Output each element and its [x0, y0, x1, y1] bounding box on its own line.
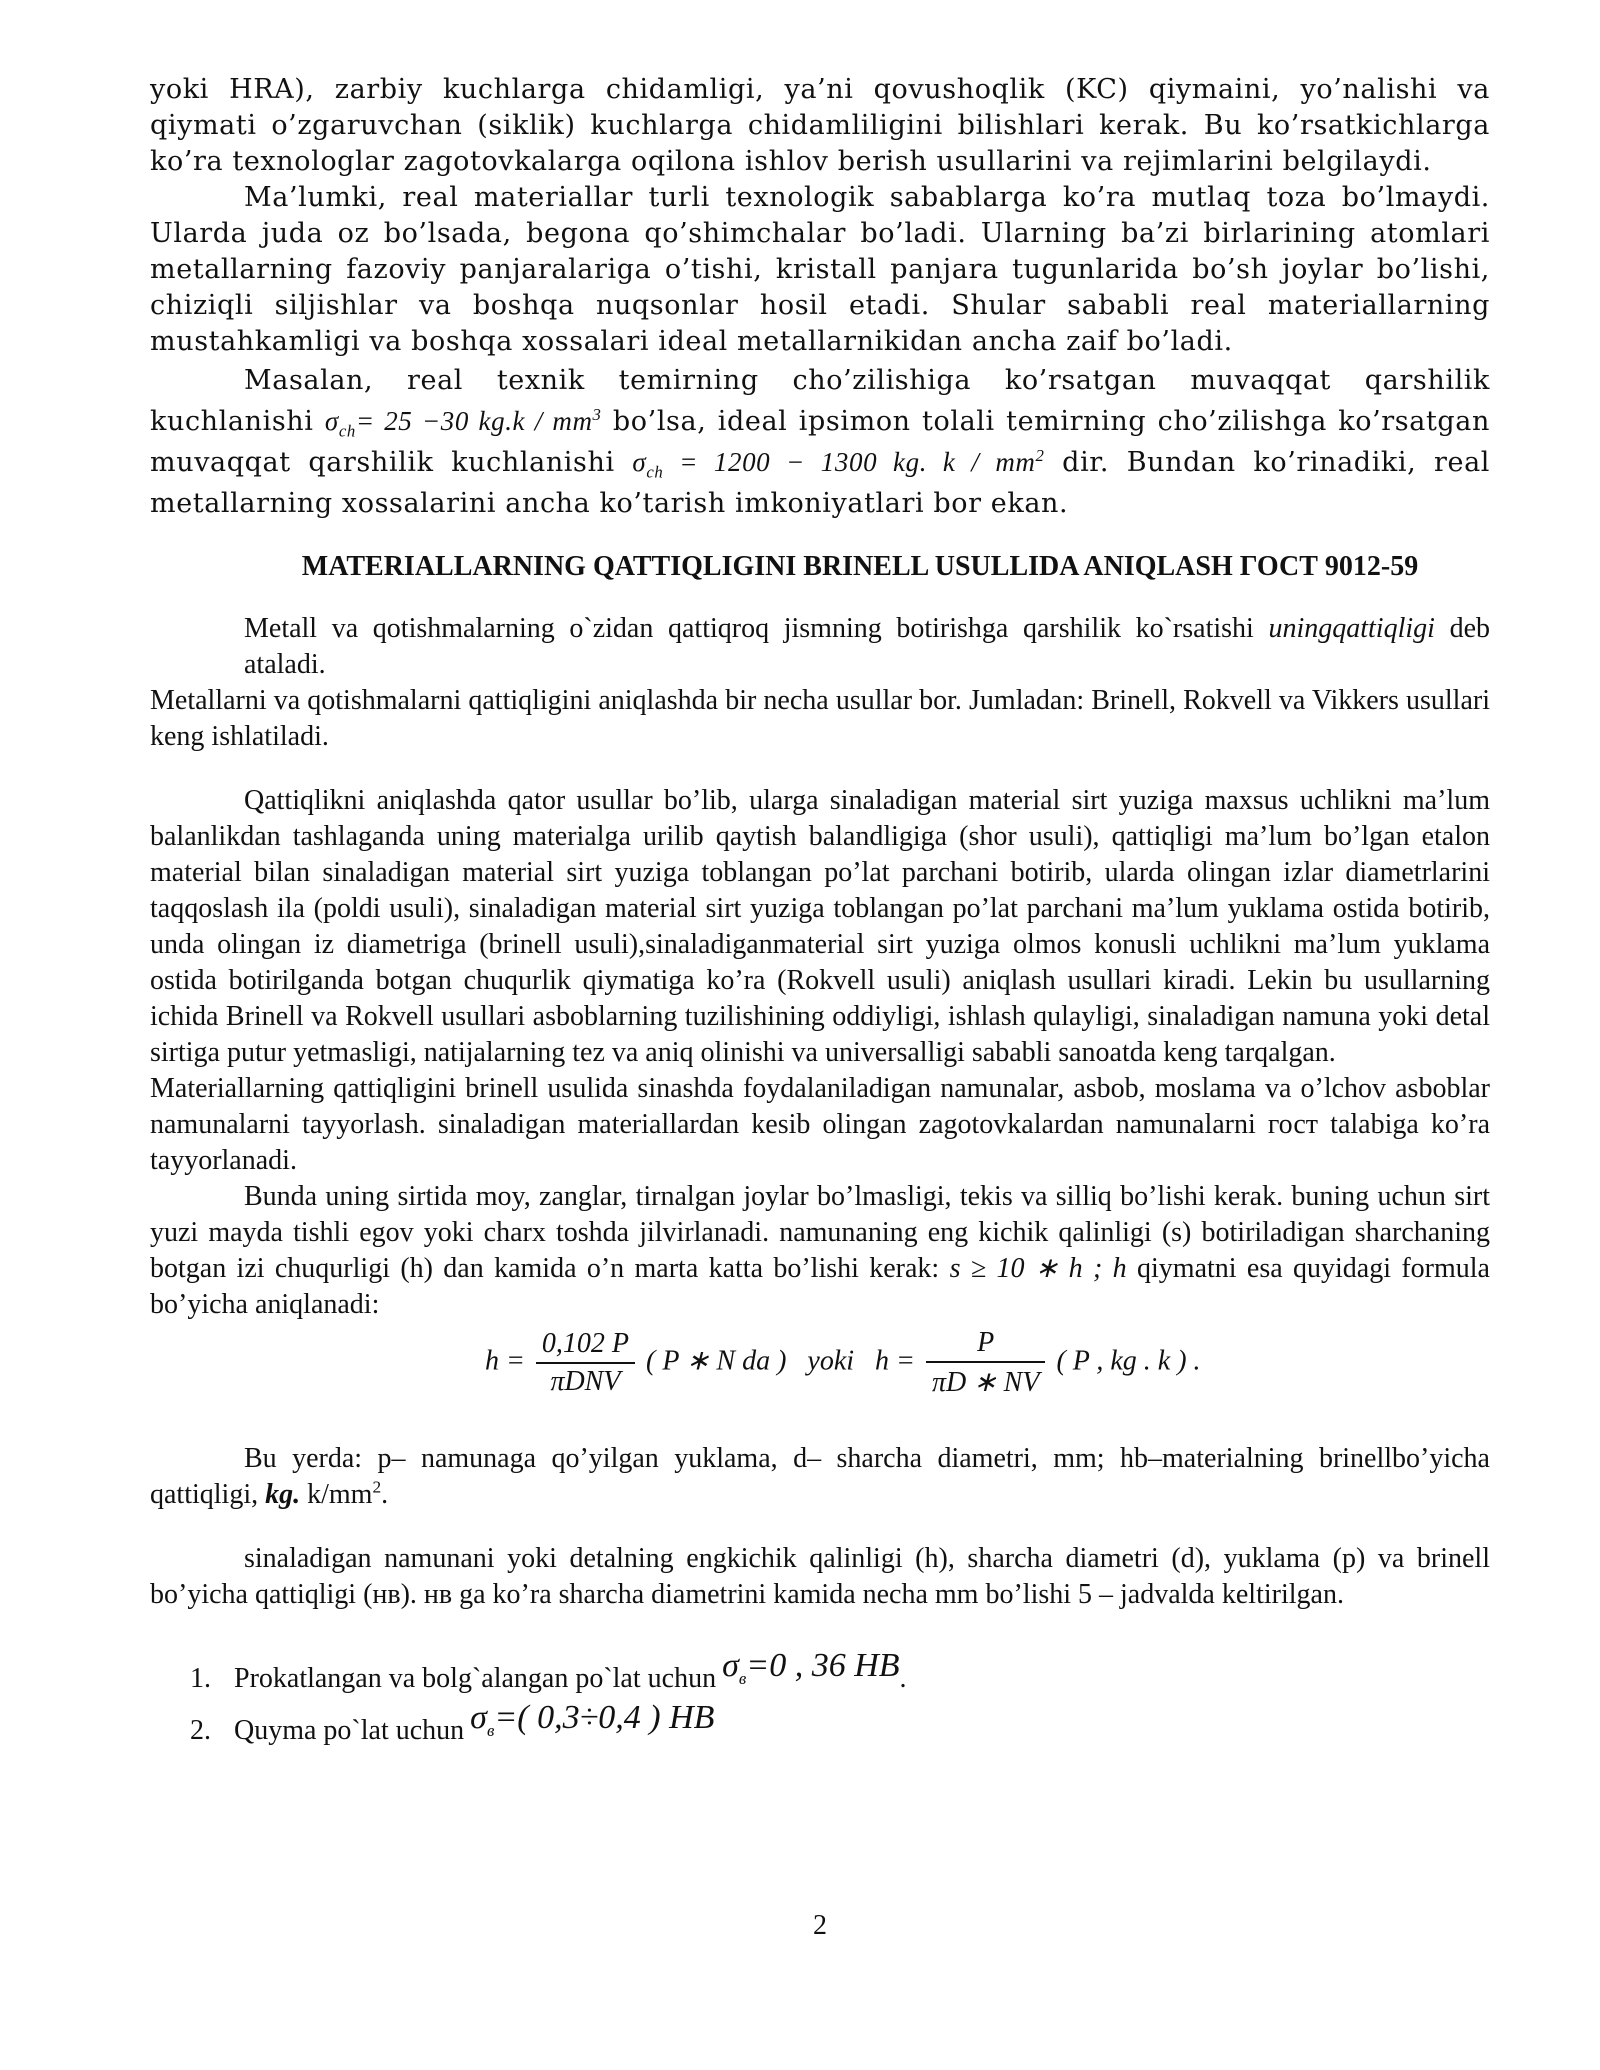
- formula-fraction-2: $\frac{P}{\pi D ∗ NV}$: [926, 1327, 1046, 1399]
- document-page: [150, 72, 1490, 1747]
- paragraph-3-text-3: dir. Bundan ko’rinadiki, real metallarning xossalarini ancha ko’tarish imkoniyatlari bor ekan.: [150, 447, 1491, 519]
- paragraph-8: Bunda uning sirtida moy, zanglar, tirnalgan joylar bo’lmasligi, tekis va silliq bo’lishi kerak. buning uchun sirt yuzi mayda tishli egov yoki charx toshda jilvirlanadi. namunaning eng kichik qalinligi (s) botiriladigan sharchaning botgan izi chuqurligi (h) dan kamida o’n marta katta bo’lishi kerak: s ≥ 10 ∗ h ; h qiymatni esa quyidagi formula bo’yicha aniqlanadi:: [150, 1181, 1490, 1320]
- strength-list: [190, 1643, 1490, 1747]
- paragraph-1: yoki HRA), zarbiy kuchlarga chidamligi, ya’ni qovushoqlik (KC) qiymaini, yo’nalishi va qiymati o’zgaruvchan (siklik) kuchlarga chidamliligini bilishlari kerak. Bu ko’rsatkichlarga ko’ra texnologlar zagotovkalarga oqilona ishlov berish usullarini va rejimlarini belgilaydi.: [150, 74, 1490, 177]
- formula-unit-1: ( P ∗ N da ): [646, 1345, 787, 1377]
- formula-yoki: yoki: [807, 1345, 855, 1377]
- formula-unit-2: ( P , kg . k ) .: [1056, 1345, 1201, 1377]
- paragraph-4: Metall va qotishmalarning o`zidan qattiqroq jismning botirishga qarshilik ko`rsatishi uningqattiqligi deb ataladi.: [244, 613, 1491, 680]
- bold-unit: kg.: [265, 1479, 301, 1510]
- list-item-formula: $\sigma_в=0$ , 36 HB: [722, 1647, 900, 1688]
- list-item: 1. Prokatlangan va bolg`alangan po`lat uchun $\sigma_в=0$ , 36 HB .: [190, 1647, 907, 1694]
- paragraph-3-text-1: Masalan, real texnik temirning cho’zilishiga ko’rsatgan muvaqqat qarshilik kuchlanishi: [150, 365, 1490, 437]
- list-item: 2. Quyma po`lat uchun $\sigma_в=$( 0,3÷0,4 ) HB: [190, 1699, 715, 1746]
- depth-formula: [150, 1327, 1490, 1417]
- paragraph-5: Metallarni va qotishmalarni qattiqligini aniqlashda bir necha usullar bor. Jumladan: Brinell, Rokvell va Vikkers usullari keng ishlatiladi.: [150, 685, 1490, 752]
- list-item-text: Prokatlangan va bolg`alangan po`lat uchun: [234, 1663, 717, 1694]
- section-heading: MATERIALLARNING QATTIQLIGINI BRINELL USULLIDA ANIQLASH ГОСТ 9012-59: [301, 551, 1419, 582]
- sigma-ch-symbol-2: $\sigma_{ch} = 1200 - 1300$ kg. k / $mm^2$: [632, 446, 1045, 482]
- paragraph-7: Materiallarning qattiqligini brinell usulida sinashda foydalaniladigan namunalar, asbob, moslama va o’lchov asboblar namunalarni tayyorlash. sinaladigan materiallardan kesib olingan zagotovkalardan namunalarni гост talabiga ko’ra tayyorlanadi.: [150, 1073, 1490, 1176]
- paragraph-3-text-2: bo’lsa, ideal ipsimon tolali temirning cho’zilishga ko’rsatgan muvaqqat qarshilik kuchlanishi: [150, 406, 1490, 478]
- formula-lhs-2: h =: [875, 1345, 915, 1377]
- page-number: 2: [813, 1910, 827, 1941]
- paragraph-2: Ma’lumki, real materiallar turli texnologik sabablarga ko’ra mutlaq toza bo’lmaydi. Ularda juda oz bo’lsada, begona qo’shimchalar bo’ladi. Ularning ba’zi birlarining atomlari metallarning fazoviy panjaralariga o’tishi, kristall panjara tugunlarida bo’sh joylar bo’lishi, chiziqli siljishlar va boshqa nuqsonlar hosil etadi. Shular sababli real materiallarning mustahkamligi va boshqa xossalari ideal metallarnikidan ancha zaif bo’ladi.: [150, 182, 1490, 357]
- paragraph-6: Qattiqlikni aniqlashda qator usullar bo’lib, ularga sinaladigan material sirt yuziga maxsus uchlikni ma’lum balanlikdan tashlaganda uning materialga urilib qaytish balandligiga (shor usuli), qattiqligi ma’lum bo’lgan etalon material bilan sinaladigan material sirt yuziga toblangan po’lat parchani botirib, ularda olingan izlar diametrlarini taqqoslash ila (poldi usuli), sinaladigan material sirt yuziga toblangan po’lat parchani ma’lum yuklama ostida botirib, unda olingan iz diametriga (brinell usuli),sinaladiganmaterial sirt yuziga olmos konusli uchlikni ma’lum yuklama ostida botirilganda botgan chuqurlik qiymatiga ko’ra (Rokvell usuli) aniqlash usullari kiradi. Lekin bu usullarning ichida Brinell va Rokvell usullari asboblarning tuzilishining oddiyligi, ishlash qulayligi, sinaladigan namuna yoki detal sirtiga putur yetmasligi, natijalarning tez va aniq olinishi va universalligi sababli sanoatda keng tarqalgan.: [150, 785, 1490, 1068]
- sigma-ch-symbol-1: $\sigma_{ch}= 25 -30$ $kg.k / mm^3$: [324, 405, 602, 441]
- paragraph-9: Bu yerda: p– namunaga qo’yilgan yuklama, d– sharcha diametri, mm; hb–materialning brinellbo’yicha qattiqligi, kg. $k/mm^2$.: [150, 1443, 1490, 1510]
- formula-fraction-1: $\frac{0,102 P}{\text{πDNV}}$: [536, 1328, 635, 1398]
- thickness-inequality: s ≥ 10 ∗ h ; h: [949, 1253, 1127, 1284]
- list-item-text: Quyma po`lat uchun: [234, 1715, 465, 1746]
- italic-term: uningqattiqligi: [1268, 613, 1435, 644]
- paragraph-3: [150, 360, 1490, 524]
- formula-lhs-1: h =: [485, 1345, 525, 1377]
- list-item-formula: $\sigma_в=$( 0,3÷0,4 ) HB: [470, 1699, 715, 1740]
- paragraph-10: sinaladigan namunani yoki detalning engkichik qalinligi (h), sharcha diametri (d), yuklama (p) va brinell bo’yicha qattiqligi (нв). нв ga ko’ra sharcha diametrini kamida necha mm bo’lishi 5 – jadvalda keltirilgan.: [150, 1543, 1490, 1610]
